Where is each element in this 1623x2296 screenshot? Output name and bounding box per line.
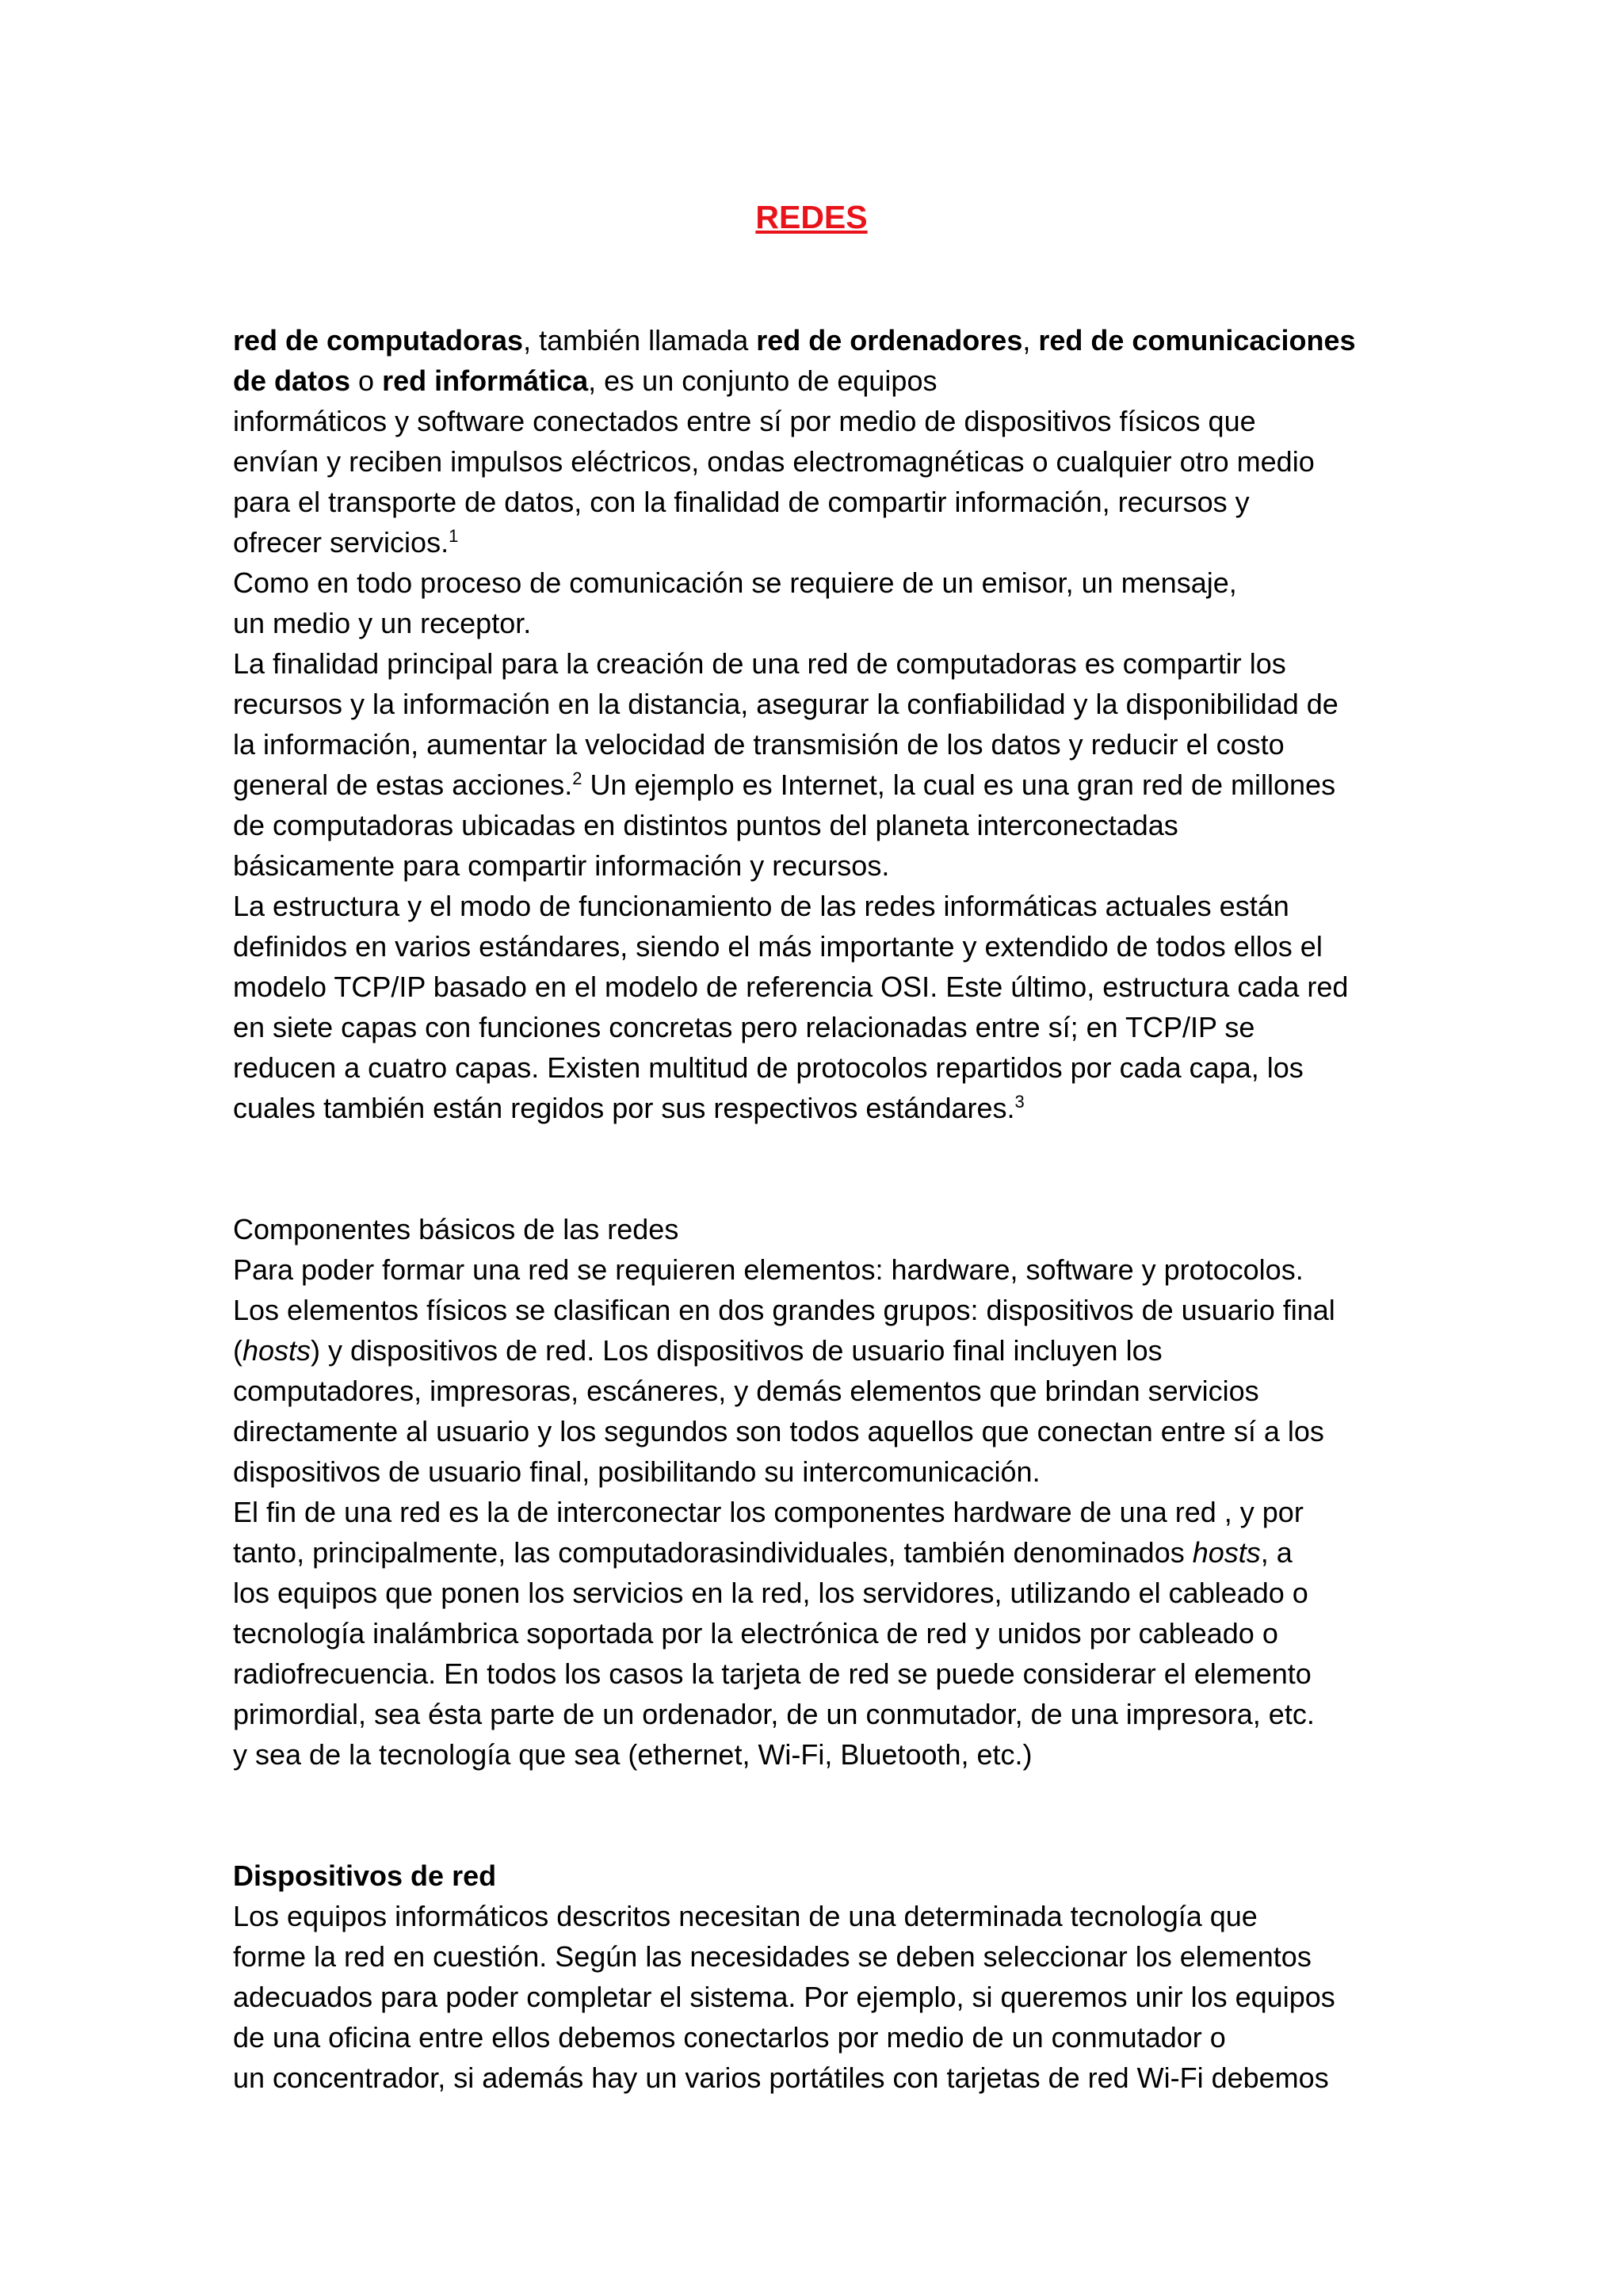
components-line-10: tecnología inalámbrica soportada por la electrónica de red y unidos por cableado o (233, 1617, 1278, 1650)
intro-line-14: básicamente para compartir información y recursos. (233, 849, 890, 882)
devices-line-5: un concentrador, si además hay un varios portátiles con tarjetas de red Wi-Fi debemos (233, 2061, 1329, 2094)
components-line-3: (hosts) y dispositivos de red. Los dispositivos de usuario final incluyen los (233, 1334, 1163, 1367)
components-line-5: directamente al usuario y los segundos son todos aquellos que conectan entre sí a los (233, 1415, 1324, 1447)
intro-line-16: definidos en varios estándares, siendo el más importante y extendido de todos ellos el (233, 930, 1323, 963)
intro-line-19: reducen a cuatro capas. Existen multitud de protocolos repartidos por cada capa, los (233, 1051, 1304, 1084)
intro-line-3: informáticos y software conectados entre sí por medio de dispositivos físicos que (233, 405, 1256, 437)
footnote-ref-2[interactable]: 2 (572, 769, 582, 788)
components-line-4: computadores, impresoras, escáneres, y demás elementos que brindan servicios (233, 1375, 1259, 1407)
intro-line-1: red de computadoras, también llamada red de ordenadores, red de comunicaciones (233, 324, 1356, 357)
intro-line-6: ofrecer servicios.$^1$ (233, 526, 459, 559)
devices-line-4: de una oficina entre ellos debemos conectarlos por medio de un conmutador o (233, 2021, 1226, 2054)
devices-line-1: Los equipos informáticos descritos necesitan de una determinada tecnología que (233, 1900, 1258, 1932)
intro-line-20: cuales también están regidos por sus respectivos estándares.$^3$ (233, 1092, 1025, 1124)
intro-line-9: La finalidad principal para la creación de una red de computadoras es compartir los (233, 647, 1286, 680)
intro-line-4: envían y reciben impulsos eléctricos, ondas electromagnéticas o cualquier otro medio (233, 445, 1315, 478)
components-line-7: El fin de una red es la de interconectar los componentes hardware de una red , y por (233, 1496, 1304, 1528)
term-red-de-computadoras: red de computadoras (233, 324, 524, 357)
intro-line-17: modelo TCP/IP basado en el modelo de referencia OSI. Este último, estructura cada red (233, 971, 1349, 1003)
term-red-informatica: red informática (382, 364, 589, 397)
term-de-datos: de datos (233, 364, 351, 397)
intro-line-15: La estructura y el modo de funcionamiento de las redes informáticas actuales están (233, 890, 1289, 922)
components-line-8: tanto, principalmente, las computadorasindividuales, también denominados hosts, a (233, 1536, 1293, 1569)
components-line-6: dispositivos de usuario final, posibilitando su intercomunicación. (233, 1455, 1041, 1488)
page-title: REDES (755, 199, 868, 235)
footnote-ref-1[interactable]: 1 (449, 526, 459, 546)
intro-line-7: Como en todo proceso de comunicación se requiere de un emisor, un mensaje, (233, 566, 1237, 599)
intro-line-10: recursos y la información en la distancia, asegurar la confiabilidad y la disponibilidad de (233, 688, 1338, 720)
components-line-13: y sea de la tecnología que sea (ethernet, Wi-Fi, Bluetooth, etc.) (233, 1738, 1033, 1771)
components-line-1: Para poder formar una red se requieren elementos: hardware, software y protocolos. (233, 1253, 1304, 1286)
components-line-9: los equipos que ponen los servicios en la red, los servidores, utilizando el cableado o (233, 1577, 1308, 1609)
components-line-11: radiofrecuencia. En todos los casos la tarjeta de red se puede considerar el elemento (233, 1657, 1312, 1690)
term-red-de-ordenadores: red de ordenadores (756, 324, 1023, 357)
spacer (233, 1128, 1422, 1209)
intro-line-12: general de estas acciones.$^2$ Un ejemplo es Internet, la cual es una gran red de millones (233, 769, 1336, 801)
section-heading-components: Componentes básicos de las redes (233, 1213, 679, 1245)
components-line-2: Los elementos físicos se clasifican en dos grandes grupos: dispositivos de usuario final (233, 1294, 1335, 1326)
intro-line-13: de computadoras ubicadas en distintos puntos del planeta interconectadas (233, 809, 1178, 841)
components-line-12: primordial, sea ésta parte de un ordenador, de un conmutador, de una impresora, etc. (233, 1698, 1315, 1730)
spacer (233, 1775, 1422, 1855)
intro-line-2: de datos o red informática, es un conjunto de equipos (233, 364, 938, 397)
devices-line-3: adecuados para poder completar el sistema. Por ejemplo, si queremos unir los equipos (233, 1981, 1335, 2013)
intro-line-5: para el transporte de datos, con la finalidad de compartir información, recursos y (233, 486, 1250, 518)
intro-line-11: la información, aumentar la velocidad de transmisión de los datos y reducir el costo (233, 728, 1285, 761)
term-red-de-comunicaciones: red de comunicaciones (1038, 324, 1356, 357)
footnote-ref-3[interactable]: 3 (1014, 1092, 1025, 1112)
section-heading-devices: Dispositivos de red (233, 1859, 497, 1892)
intro-line-18: en siete capas con funciones concretas pero relacionadas entre sí; en TCP/IP se (233, 1011, 1255, 1043)
intro-line-8: un medio y un receptor. (233, 607, 532, 639)
devices-line-2: forme la red en cuestión. Según las necesidades se deben seleccionar los elementos (233, 1940, 1312, 1973)
document-body (233, 320, 1422, 2098)
